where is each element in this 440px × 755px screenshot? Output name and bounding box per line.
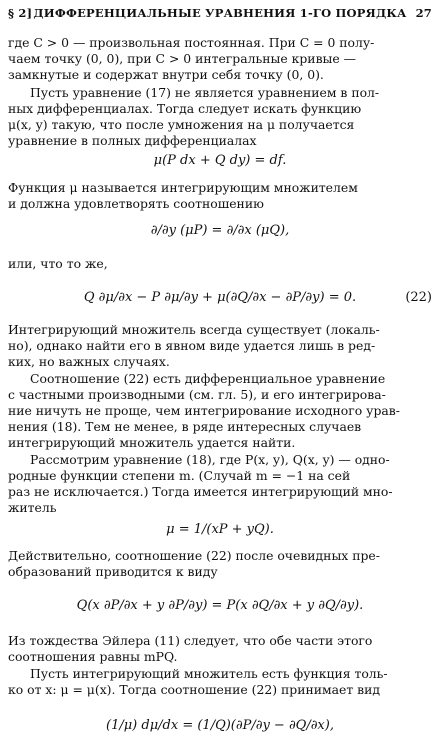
text-line: Пусть уравнение (17) не является уравнением в пол- <box>30 85 380 100</box>
text-line: с частными производными (см. гл. 5), и его интегрирова- <box>8 387 386 402</box>
text-line: житель <box>8 500 57 515</box>
text-line: ние ничуть не проще, чем интегрирование исходного урав- <box>8 403 400 418</box>
text-line: соотношения равны mPQ. <box>8 649 178 664</box>
text-line: Функция μ называется интегрирующим множителем <box>8 180 358 195</box>
running-title: ДИФФЕРЕНЦИАЛЬНЫЕ УРАВНЕНИЯ 1-ГО ПОРЯДКА <box>33 6 407 20</box>
text-line: раз не исключается.) Тогда имеется интегрирующий мно- <box>8 484 393 499</box>
section-mark: § 2] <box>8 6 33 20</box>
equation-22: Q ∂μ/∂x − P ∂μ/∂y + μ(∂Q/∂x − ∂P/∂y) = 0. <box>83 290 357 305</box>
text-line: чаем точку (0, 0), при C > 0 интегральные кривые — <box>8 51 357 66</box>
text-line: замкнутые и содержат внутри себя точку (0, 0). <box>8 67 324 82</box>
text-line: уравнение в полных дифференциалах <box>8 133 257 148</box>
text-line: Интегрирующий множитель всегда существует (локаль- <box>8 322 380 337</box>
equation: ∂/∂y (μP) = ∂/∂x (μQ), <box>150 223 290 238</box>
text-line: нения (18). Тем не менее, в ряде интересных случаев <box>8 419 362 434</box>
text-line: интегрирующий множитель удается найти. <box>8 435 296 450</box>
text-line: Соотношение (22) есть дифференциальное уравнение <box>30 371 386 386</box>
text-line: или, что то же, <box>8 256 108 271</box>
text-line: образований приводится к виду <box>8 564 218 579</box>
equation: Q(x ∂P/∂x + y ∂P/∂y) = P(x ∂Q/∂x + y ∂Q/∂y). <box>76 598 364 613</box>
equation: μ(P dx + Q dy) = df. <box>153 153 287 168</box>
text-line: но), однако найти его в явном виде удается лишь в ред- <box>8 338 376 353</box>
text-line: ко от x: μ = μ(x). Тогда соотношение (22) принимает вид <box>8 682 380 697</box>
text-line: Рассмотрим уравнение (18), где P(x, y), Q(x, y) — одно- <box>30 452 390 467</box>
page-number: 27 <box>415 6 432 20</box>
text-line: Действительно, соотношение (22) после очевидных пре- <box>8 548 380 563</box>
text-line: где C > 0 — произвольная постоянная. При C = 0 полу- <box>8 35 375 50</box>
text-line: Из тождества Эйлера (11) следует, что обе части этого <box>8 633 373 648</box>
equation: μ = 1/(xP + yQ). <box>166 522 274 537</box>
text-line: μ(x, y) такую, что после умножения на μ получается <box>8 117 355 132</box>
text-line: ких, но важных случаях. <box>8 354 170 369</box>
equation-number: (22) <box>405 290 432 305</box>
text-line: Пусть интегрирующий множитель есть функция толь- <box>30 666 388 681</box>
text-line: ных дифференциалах. Тогда следует искать функцию <box>8 101 362 116</box>
text-line: и должна удовлетворять соотношению <box>8 196 264 211</box>
text-line: родные функции степени m. (Случай m = −1 на сей <box>8 468 351 483</box>
running-header <box>8 6 432 24</box>
equation: (1/μ) dμ/dx = (1/Q)(∂P/∂y − ∂Q/∂x), <box>106 718 334 733</box>
